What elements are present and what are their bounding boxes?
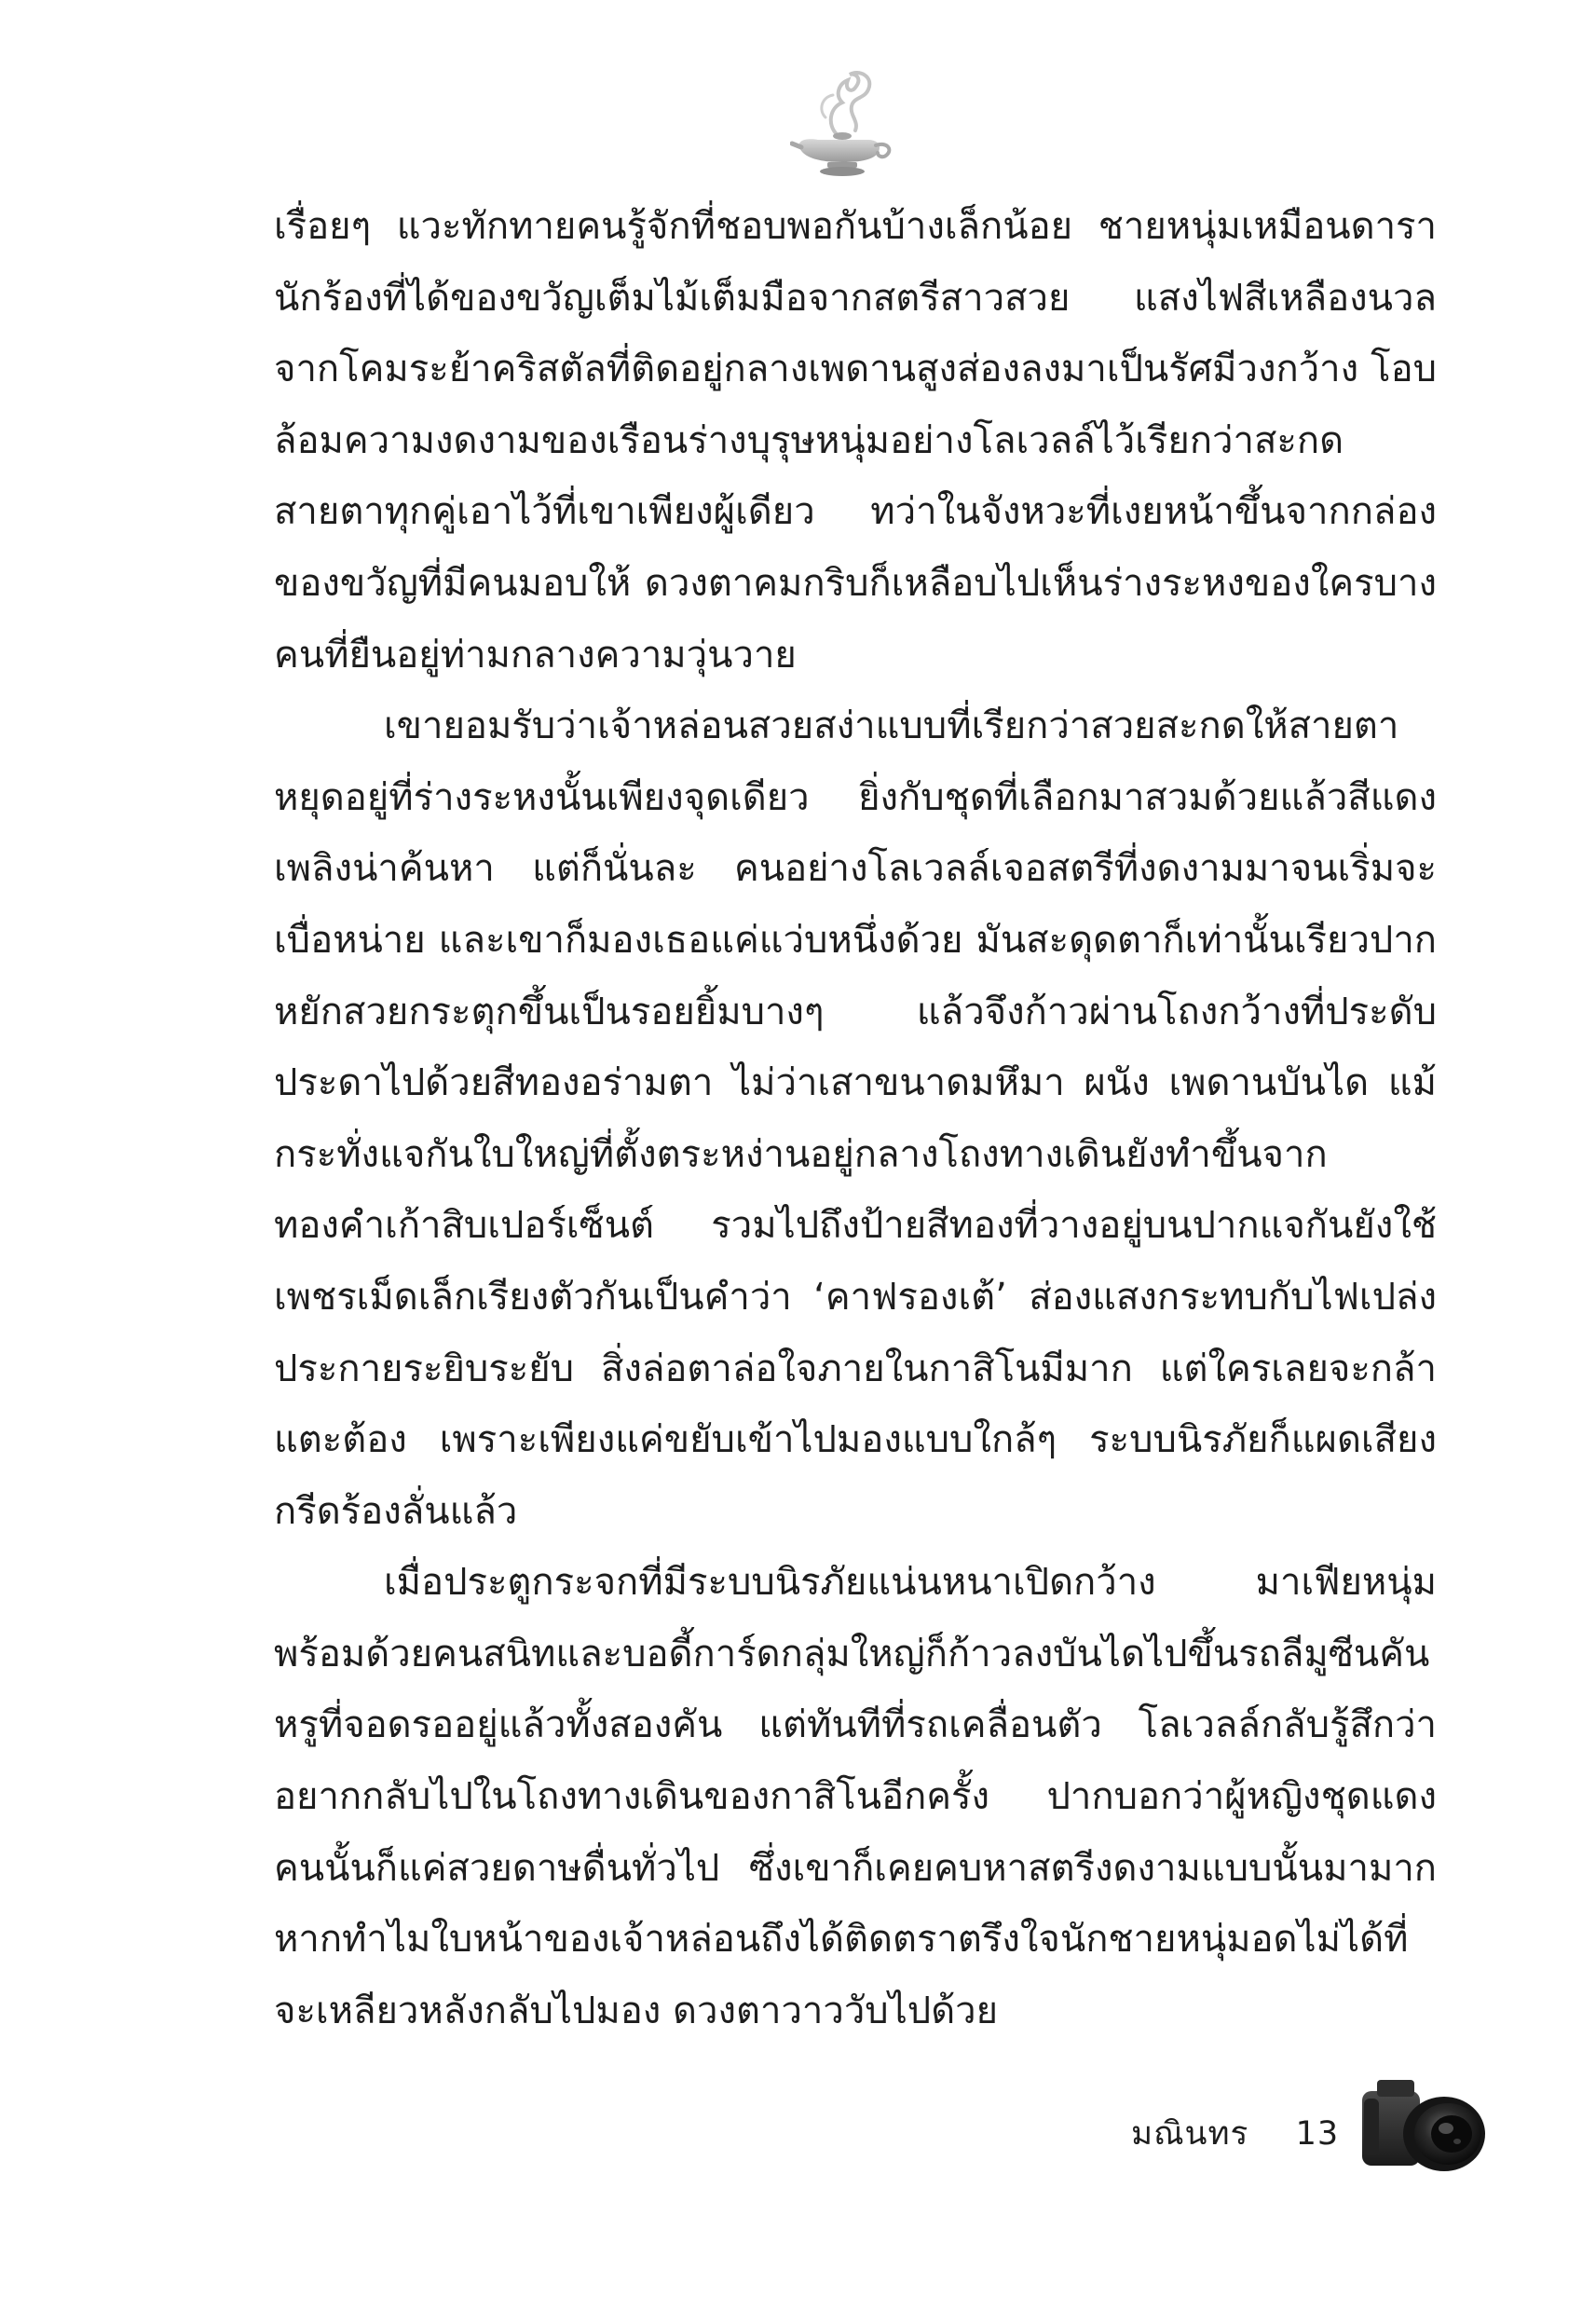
- oil-lamp-icon: [790, 69, 894, 179]
- running-title: มณินทร: [1131, 2115, 1249, 2153]
- paragraph: เมื่อประตูกระจกที่มีระบบนิรภัยแน่นหนาเปิดกว้าง มาเฟียหนุ่มพร้อมด้วยคนสนิทและบอดี้การ์ดกลุ่มใหญ่ก็ก้าวลงบันไดไปขึ้นรถลีมูซีนคันหรูที่จอดรออยู่แล้วทั้งสองคัน แต่ทันทีที่รถเคลื่อนตัว โลเวลล์กลับรู้สึกว่าอยากกลับไปในโถงทางเดินของกาสิโนอีกครั้ง ปากบอกว่าผู้หญิงชุดแดงคนนั้นก็แค่สวยดาษดื่นทั่วไป ซึ่งเขาก็เคยคบหาสตรีงดงามแบบนั้นมามาก หากทำไมใบหน้าของเจ้าหล่อนถึงได้ติดตราตรึงใจนักชายหนุ่มอดไม่ได้ที่จะเหลียวหลังกลับไปมอง ดวงตาวาววับไปด้วย: [274, 1561, 1437, 2032]
- page-footer: [1131, 2108, 1339, 2159]
- camera-icon: [1358, 2072, 1489, 2175]
- page-number: 13: [1295, 2115, 1340, 2153]
- paragraph: เขายอมรับว่าเจ้าหล่อนสวยสง่าแบบที่เรียกว่าสวยสะกดให้สายตาหยุดอยู่ที่ร่างระหงนั้นเพียงจุดเดียว ยิ่งกับชุดที่เลือกมาสวมด้วยแล้วสีแดงเพลิงน่าค้นหา แต่ก็นั่นละ คนอย่างโลเวลล์เจอสตรีที่งดงามมาจนเริ่มจะเบื่อหน่าย และเขาก็มองเธอแค่แว่บหนึ่งด้วย มันสะดุดตาก็เท่านั้นเรียวปากหยักสวยกระตุกขึ้นเป็นรอยยิ้มบางๆ แล้วจึงก้าวผ่านโถงกว้างที่ประดับประดาไปด้วยสีทองอร่ามตา ไม่ว่าเสาขนาดมหึมา ผนัง เพดานบันได แม้กระทั่งแจกันใบใหญ่ที่ตั้งตระหง่านอยู่กลางโถงทางเดินยังทำขึ้นจากทองคำเก้าสิบเปอร์เซ็นต์ รวมไปถึงป้ายสีทองที่วางอยู่บนปากแจกันยังใช้เพชรเม็ดเล็กเรียงตัวกันเป็นคำว่า ‘คาฟรองเต้’ ส่องแสงกระทบกับไฟเปล่งประกายระยิบระยับ สิ่งล่อตาล่อใจภายในกาสิโนมีมาก แต่ใครเลยจะกล้าแตะต้อง เพราะเพียงแค่ขยับเข้าไปมองแบบใกล้ๆ ระบบนิรภัยก็แผดเสียงกรีดร้องลั่นแล้ว: [274, 704, 1437, 1533]
- paragraph: เรื่อยๆ แวะทักทายคนรู้จักที่ชอบพอกันบ้างเล็กน้อย ชายหนุ่มเหมือนดารานักร้องที่ได้ของขวัญเต็มไม้เต็มมือจากสตรีสาวสวย แสงไฟสีเหลืองนวลจากโคมระย้าคริสตัลที่ติดอยู่กลางเพดานสูงส่องลงมาเป็นรัศมีวงกว้าง โอบล้อมความงดงามของเรือนร่างบุรุษหนุ่มอย่างโลเวลล์ไว้เรียกว่าสะกดสายตาทุกคู่เอาไว้ที่เขาเพียงผู้เดียว ทว่าในจังหวะที่เงยหน้าขึ้นจากกล่องของขวัญที่มีคนมอบให้ ดวงตาคมกริบก็เหลือบไปเห็นร่างระหงของใครบางคนที่ยืนอยู่ท่ามกลางความวุ่นวาย: [274, 205, 1437, 677]
- body-text: [274, 191, 1437, 2046]
